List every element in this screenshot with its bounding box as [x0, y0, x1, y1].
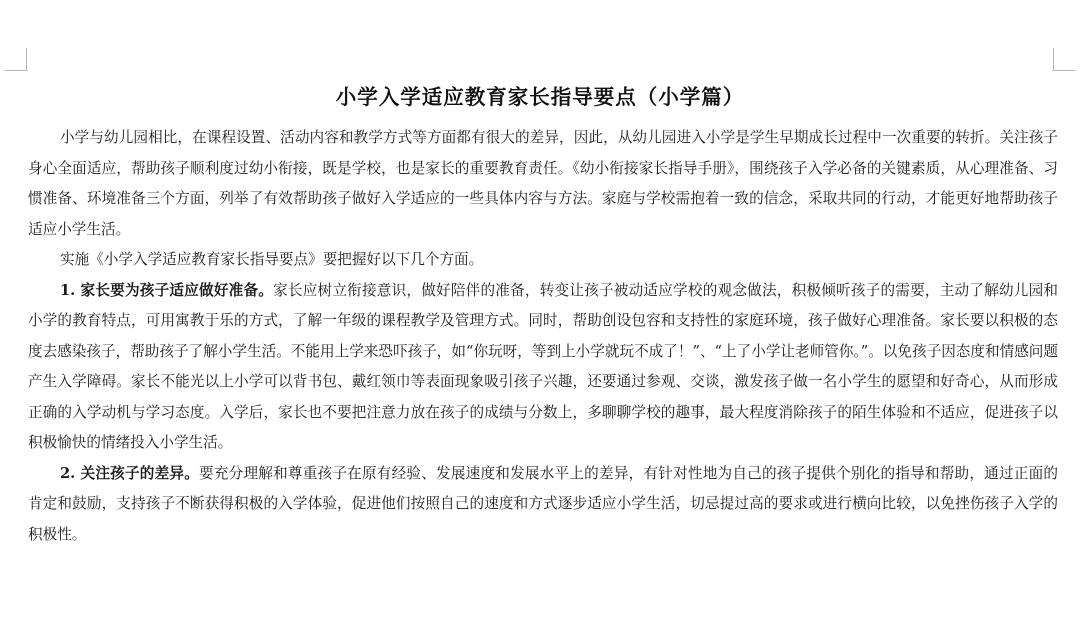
- paragraph-point-2: [28, 459, 1058, 551]
- paragraph-text: 要充分理解和尊重孩子在原有经验、发展速度和发展水平上的差异，有针对性地为自己的孩子提供个别化的指导和帮助，通过正面的肯定和鼓励，支持孩子不断获得积极的入学体验，促进他们按照自己的速度和方式逐步适应小学生活，切忌提过高的要求或进行横向比较，以免挫伤孩子入学的积极性。: [28, 464, 1058, 543]
- paragraph-lead: 1. 家长要为孩子适应做好准备。: [60, 281, 274, 299]
- page-corner-mark-top-right: [1053, 48, 1076, 71]
- document-title: 小学入学适应教育家长指导要点（小学篇）: [335, 85, 745, 109]
- document-body: [28, 123, 1058, 550]
- paragraph-lead: 2. 关注孩子的差异。: [60, 464, 200, 482]
- paragraph-point-1: [28, 276, 1058, 459]
- paragraph-intro: [28, 123, 1058, 245]
- paragraph-text: 实施《小学入学适应教育家长指导要点》要把握好以下几个方面。: [60, 251, 484, 268]
- page-corner-mark-top-left: [4, 48, 27, 71]
- paragraph-text: 小学与幼儿园相比，在课程设置、活动内容和教学方式等方面都有很大的差异，因此，从幼儿园进入小学是学生早期成长过程中一次重要的转折。关注孩子身心全面适应，帮助孩子顺利度过幼小衔接，既是学校，也是家长的重要教育责任。《幼小衔接家长指导手册》，围绕孩子入学必备的关键素质，从心理准备、习惯准备、环境准备三个方面，列举了有效帮助孩子做好入学适应的一些具体内容与方法。家庭与学校需抱着一致的信念，采取共同的行动，才能更好地帮助孩子适应小学生活。: [28, 129, 1058, 238]
- paragraph-summary: [28, 245, 1058, 276]
- paragraph-text: 家长应树立衔接意识，做好陪伴的准备，转变让孩子被动适应学校的观念做法，积极倾听孩子的需要，主动了解幼儿园和小学的教育特点，可用寓教于乐的方式，了解一年级的课程教学及管理方式。同时，帮助创设包容和支持性的家庭环境，孩子做好心理准备。家长要以积极的态度去感染孩子，帮助孩子了解小学生活。不能用上学来恐吓孩子，如“你玩呀，等到上小学就玩不成了！”、“上了小学让老师管你。”。以免孩子因态度和情感问题产生入学障碍。家长不能光以上小学可以背书包、戴红领巾等表面现象吸引孩子兴趣，还要通过参观、交谈，激发孩子做一名小学生的愿望和好奇心，从而形成正确的入学动机与学习态度。入学后，家长也不要把注意力放在孩子的成绩与分数上，多聊聊学校的趣事，最大程度消除孩子的陌生体验和不适应，促进孩子以积极愉快的情绪投入小学生活。: [28, 281, 1058, 451]
